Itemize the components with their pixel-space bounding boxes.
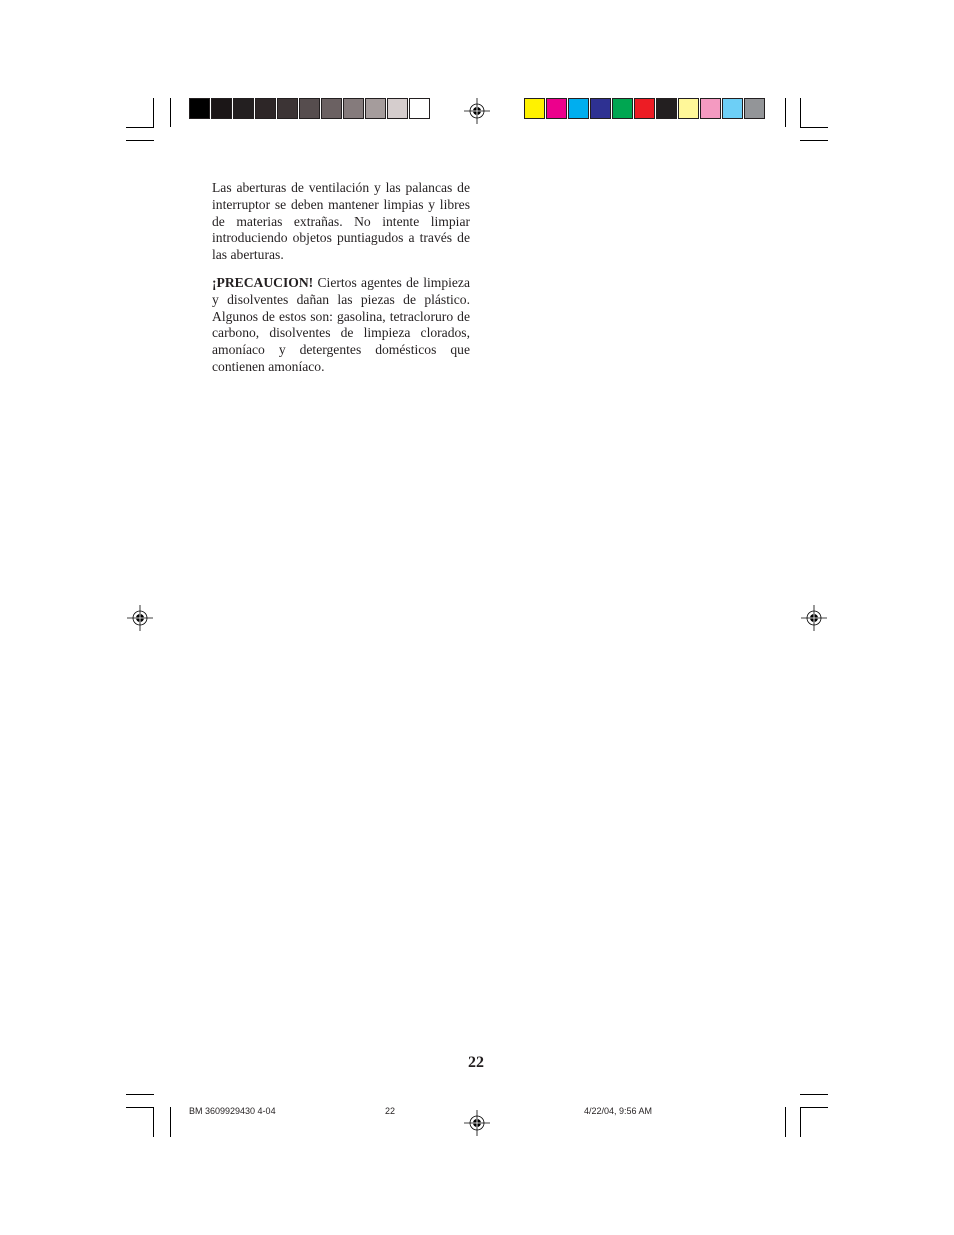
crop-mark xyxy=(153,1107,154,1137)
color-swatch xyxy=(722,98,743,119)
crop-mark xyxy=(153,98,154,127)
process-color-bar xyxy=(524,98,766,119)
color-swatch xyxy=(233,98,254,119)
color-swatch xyxy=(634,98,655,119)
color-swatch xyxy=(678,98,699,119)
color-swatch xyxy=(299,98,320,119)
color-swatch xyxy=(656,98,677,119)
crop-mark xyxy=(785,98,786,127)
color-swatch xyxy=(387,98,408,119)
registration-mark-icon xyxy=(464,98,490,124)
registration-mark-icon xyxy=(801,605,827,631)
color-swatch xyxy=(255,98,276,119)
color-swatch xyxy=(321,98,342,119)
crop-mark xyxy=(800,1107,828,1108)
color-swatch xyxy=(409,98,430,119)
color-swatch xyxy=(524,98,545,119)
slug-datetime: 4/22/04, 9:56 AM xyxy=(584,1106,653,1116)
color-swatch xyxy=(343,98,364,119)
registration-mark-icon xyxy=(127,605,153,631)
color-swatch xyxy=(744,98,765,119)
slug-file: BM 3609929430 4-04 xyxy=(189,1106,276,1116)
crop-mark xyxy=(785,1107,786,1137)
color-swatch xyxy=(700,98,721,119)
crop-mark xyxy=(126,127,154,128)
color-swatch xyxy=(568,98,589,119)
crop-mark xyxy=(170,1107,171,1137)
crop-mark xyxy=(800,98,801,127)
registration-mark-icon xyxy=(464,1110,490,1136)
caution-text: Ciertos agentes de limpieza y disolventes dañan las piezas de plástico. Algunos de estos son: gasolina, tetracloruro de carbono, disolventes de limpieza clorados, amoníaco y detergentes domésticos que contienen amoníaco. xyxy=(212,274,470,374)
grayscale-color-bar xyxy=(189,98,431,119)
color-swatch xyxy=(189,98,210,119)
body-column xyxy=(212,180,470,387)
crop-mark xyxy=(170,98,171,127)
crop-mark xyxy=(800,127,828,128)
crop-mark xyxy=(126,1094,154,1095)
caution-label: ¡PRECAUCION! xyxy=(212,274,314,290)
color-swatch xyxy=(211,98,232,119)
crop-mark xyxy=(126,1107,154,1108)
caution-paragraph xyxy=(212,275,470,376)
crop-mark xyxy=(800,1107,801,1137)
color-swatch xyxy=(546,98,567,119)
ventilation-paragraph: Las aberturas de ventilación y las palancas de interruptor se deben mantener limpias y libres de materias extrañas. No intente limpiar introduciendo objetos puntiagudos a través de las aberturas. xyxy=(212,180,470,263)
crop-mark xyxy=(800,140,828,141)
color-swatch xyxy=(277,98,298,119)
slug-page: 22 xyxy=(385,1106,396,1116)
color-swatch xyxy=(612,98,633,119)
color-swatch xyxy=(590,98,611,119)
color-swatch xyxy=(365,98,386,119)
page-number: 22 xyxy=(468,1054,484,1071)
crop-mark xyxy=(800,1094,828,1095)
crop-mark xyxy=(126,140,154,141)
